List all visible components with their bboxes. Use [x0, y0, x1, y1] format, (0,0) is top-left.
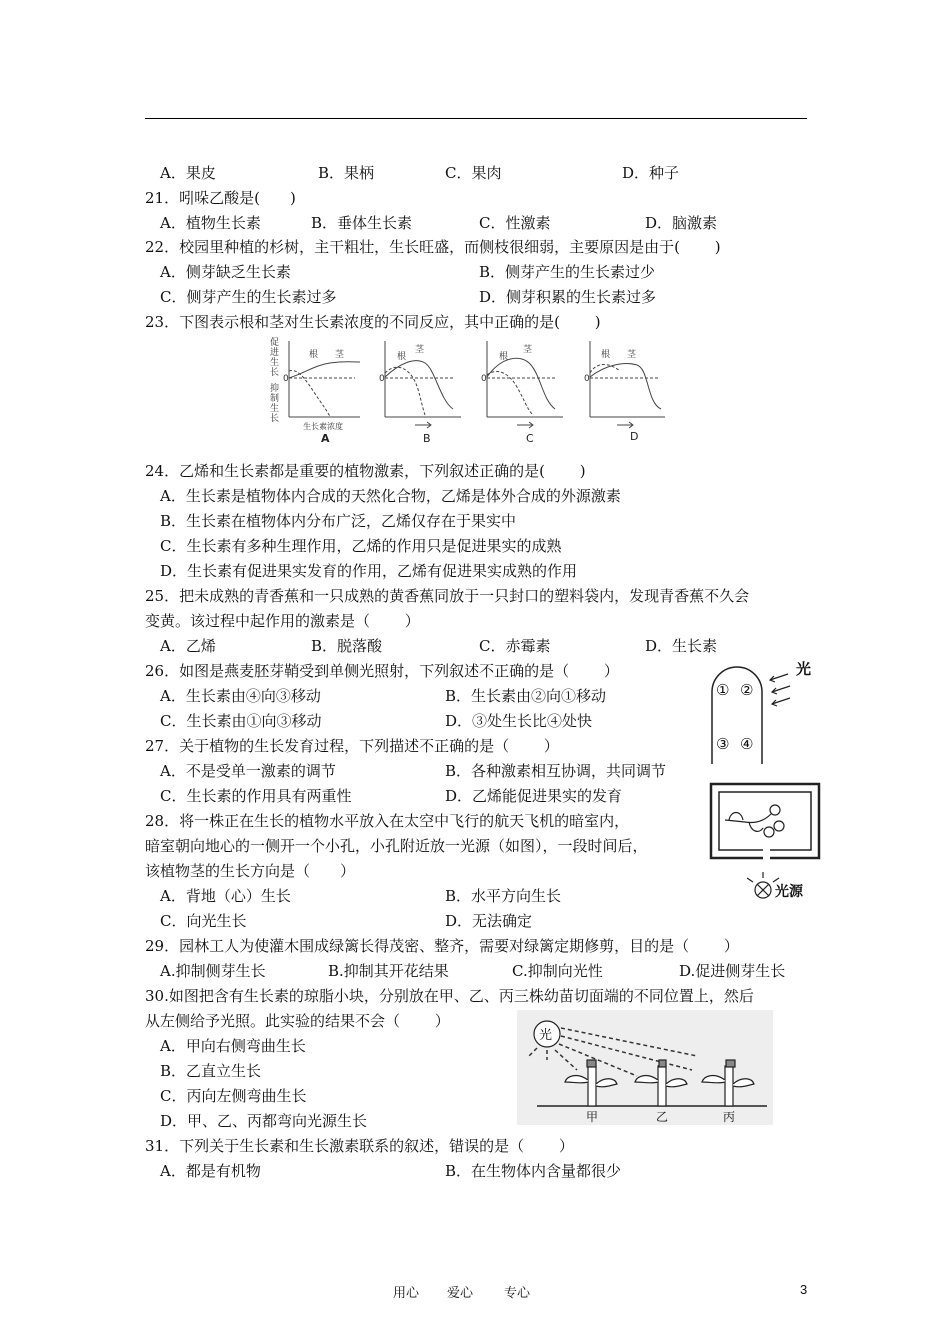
footer-motto-2: 爱心: [447, 1286, 474, 1301]
q28-stem-line2: 暗室朝向地心的一侧开一个小孔，小孔附近放一光源（如图），一段时间后，: [145, 837, 648, 855]
q23-graph-c-root: 根: [499, 352, 509, 362]
q21-option-a: A．植物生长素: [160, 214, 261, 232]
q29-option-b: B.抑制其开花结果: [328, 962, 449, 980]
q22-option-c: C．侧芽产生的生长素过多: [160, 288, 337, 306]
q23-graph-b-root: 根: [397, 352, 407, 362]
q30-plant-bing: 丙: [723, 1110, 736, 1124]
q30-seedlings-figure: [517, 1010, 773, 1125]
q28-dark-room-figure: [705, 780, 840, 915]
q25-option-c: C．赤霉素: [479, 637, 551, 655]
q30-light-label: 光: [539, 1028, 553, 1043]
footer-motto-3: 专心: [504, 1286, 531, 1301]
q29-option-c: C.抑制向光性: [512, 962, 603, 980]
q23-graph-d-zero: 0: [584, 374, 590, 384]
q23-graph-d-root: 根: [601, 350, 611, 360]
q24-stem: 24．乙烯和生长素都是重要的植物激素，下列叙述正确的是( ): [145, 462, 586, 480]
q25-option-a: A．乙烯: [160, 637, 216, 655]
page-number: 3: [800, 1282, 808, 1297]
q21-stem: 21．吲哚乙酸是( ): [145, 189, 296, 207]
q26-mark-1: ①: [716, 681, 730, 699]
q23-graph-b-stem: 茎: [415, 345, 425, 355]
q20-option-a: A．果皮: [160, 164, 216, 182]
header-rule: [145, 118, 807, 119]
q20-option-b: B．果柄: [318, 164, 375, 182]
q26-coleoptile-figure: [700, 652, 820, 766]
q23-graph-d-stem: 茎: [627, 350, 637, 360]
q23-graph-c-label: C: [526, 432, 534, 445]
q27-option-d: D．乙烯能促进果实的发育: [445, 787, 623, 805]
q25-stem-line2: 变黄。该过程中起作用的激素是（ ）: [145, 612, 420, 630]
q24-option-d: D．生长素有促进果实发育的作用，乙烯有促进果实成熟的作用: [160, 562, 578, 580]
q21-option-d: D．脑激素: [645, 214, 718, 232]
q20-option-c: C．果肉: [445, 164, 502, 182]
q23-ytop-2: 进: [270, 348, 280, 358]
q20-option-d: D．种子: [622, 164, 680, 182]
q23-ybot-1: 抑: [270, 384, 280, 394]
q26-option-a: A．生长素由④向③移动: [160, 687, 321, 705]
q22-stem: 22．校园里种植的杉树，主干粗壮，生长旺盛，而侧枝很细弱，主要原因是由于( ): [145, 238, 721, 256]
q23-ybot-2: 制: [270, 394, 280, 404]
q30-stem-line1: 30.如图把含有生长素的琼脂小块，分别放在甲、乙、丙三株幼苗切面端的不同位置上，然后: [145, 987, 754, 1005]
q23-ytop-4: 长: [270, 368, 280, 378]
q21-option-b: B．垂体生长素: [311, 214, 413, 232]
q26-stem: 26．如图是燕麦胚芽鞘受到单侧光照射，下列叙述不正确的是（ ）: [145, 662, 619, 680]
q26-option-d: D．③处生长比④处快: [445, 712, 593, 730]
q30-stem-line2: 从左侧给予光照。此实验的结果不会（ ）: [145, 1012, 450, 1030]
q25-option-d: D．生长素: [645, 637, 718, 655]
q25-stem-line1: 25．把未成熟的青香蕉和一只成熟的黄香蕉同放于一只封口的塑料袋内，发现青香蕉不久会: [145, 587, 750, 605]
q30-option-d: D．甲、乙、丙都弯向光源生长: [160, 1112, 368, 1130]
q24-option-a: A．生长素是植物体内合成的天然化合物，乙烯是体外合成的外源激素: [160, 487, 621, 505]
q22-option-d: D．侧芽积累的生长素过多: [479, 288, 657, 306]
q23-graph-b-label: B: [423, 432, 431, 445]
q28-option-b: B．水平方向生长: [445, 887, 562, 905]
q28-plant-drawing: [725, 805, 784, 837]
q28-light-source-label: 光源: [775, 884, 803, 900]
q22-option-a: A．侧芽缺乏生长素: [160, 263, 291, 281]
q31-option-b: B．在生物体内含量都很少: [445, 1162, 622, 1180]
q23-ybot-4: 长: [270, 414, 280, 424]
q23-graph-b-zero: 0: [379, 374, 385, 384]
q30-plant-jia: 甲: [586, 1110, 599, 1124]
q30-option-b: B．乙直立生长: [160, 1062, 262, 1080]
q26-mark-2: ②: [740, 681, 754, 699]
q23-graph-c-zero: 0: [481, 374, 487, 384]
q23-graph-a-stem: 茎: [335, 350, 345, 360]
q23-ybot-3: 生: [270, 404, 280, 414]
q28-option-c: C．向光生长: [160, 912, 247, 930]
q23-ytop-1: 促: [270, 338, 280, 348]
q28-option-a: A．背地（心）生长: [160, 887, 291, 905]
q24-option-b: B．生长素在植物体内分布广泛，乙烯仅存在于果实中: [160, 512, 517, 530]
q23-graph-d-label: D: [630, 430, 639, 443]
q29-option-d: D.促进侧芽生长: [679, 962, 786, 980]
q27-stem: 27．关于植物的生长发育过程，下列描述不正确的是（ ）: [145, 737, 559, 755]
q23-graph-c-stem: 茎: [523, 345, 533, 355]
q26-light-arrows: [770, 674, 790, 706]
q22-option-b: B．侧芽产生的生长素过少: [479, 263, 656, 281]
q30-option-a: A．甲向右侧弯曲生长: [160, 1037, 306, 1055]
q24-option-c: C．生长素有多种生理作用，乙烯的作用只是促进果实的成熟: [160, 537, 562, 555]
q26-mark-4: ④: [740, 735, 754, 753]
q28-stem-line1: 28．将一株正在生长的植物水平放入在太空中飞行的航天飞机的暗室内，: [145, 812, 630, 830]
q21-option-c: C．性激素: [479, 214, 551, 232]
q31-option-a: A．都是有机物: [160, 1162, 261, 1180]
q30-option-c: C．丙向左侧弯曲生长: [160, 1087, 307, 1105]
q28-option-d: D．无法确定: [445, 912, 533, 930]
q25-option-b: B．脱落酸: [311, 637, 383, 655]
q23-ytop-3: 生: [270, 358, 280, 368]
q23-graph-a-zero: 0: [283, 374, 289, 384]
q27-option-a: A．不是受单一激素的调节: [160, 762, 336, 780]
q29-stem: 29．园林工人为使灌木围成绿篱长得茂密、整齐，需要对绿篱定期修剪，目的是（ ）: [145, 937, 739, 955]
q23-graphs-figure: [265, 335, 685, 447]
q27-option-b: B．各种激素相互协调，共同调节: [445, 762, 667, 780]
q27-option-c: C．生长素的作用具有两重性: [160, 787, 352, 805]
q23-graph-a: [289, 341, 360, 417]
q23-graph-a-label: A: [321, 432, 330, 445]
q30-plant-yi: 乙: [656, 1110, 669, 1124]
q26-option-c: C．生长素由①向③移动: [160, 712, 322, 730]
q29-option-a: A.抑制侧芽生长: [160, 962, 266, 980]
q26-option-b: B．生长素由②向①移动: [445, 687, 607, 705]
q28-stem-line3: 该植物茎的生长方向是（ ）: [145, 862, 356, 880]
q23-x-label: 生长素浓度: [303, 422, 343, 431]
q31-stem: 31．下列关于生长素和生长激素联系的叙述，错误的是（ ）: [145, 1137, 574, 1155]
q26-mark-3: ③: [716, 735, 730, 753]
footer-motto-1: 用心: [393, 1286, 420, 1301]
q23-stem: 23．下图表示根和茎对生长素浓度的不同反应，其中正确的是( ): [145, 313, 601, 331]
q23-graph-a-root: 根: [309, 350, 319, 360]
q26-light-label: 光: [796, 660, 812, 678]
